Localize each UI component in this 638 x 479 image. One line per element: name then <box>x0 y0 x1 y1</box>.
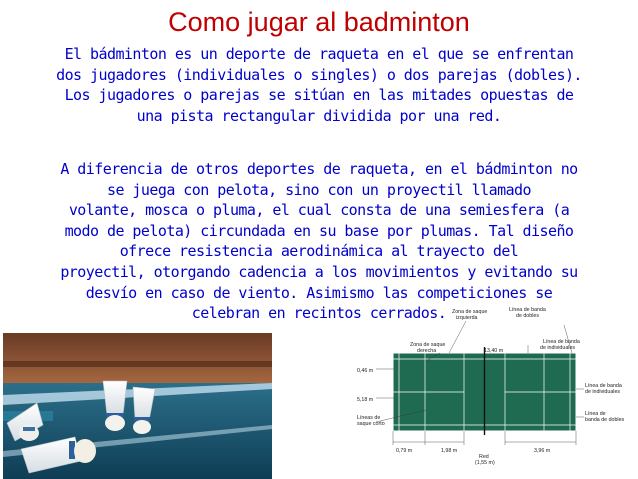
zona-saque-izq-label: Zona de saque izquierda <box>452 309 488 321</box>
shuttlecock-center <box>103 381 127 431</box>
dim-046-label: 0,46 m <box>357 368 374 374</box>
slide-title: Como jugar al badminton <box>168 7 470 37</box>
text-line: dos jugadores (individuales o singles) o dos parejas (dobles). <box>56 65 582 84</box>
text-line: celebran en recintos cerrados. <box>191 304 447 323</box>
linea-banda-indiv-right-label: Línea de banda de individuales <box>585 383 622 395</box>
text-line: una pista rectangular dividida por una red. <box>136 106 502 125</box>
dim-396-label: 3,96 m <box>534 448 551 454</box>
text-line: proyectil, otorgando cadencia a los movimientos y evitando su <box>60 262 578 281</box>
text-line: se juega con pelota, sino con un proyectil llamado <box>106 180 532 199</box>
intro-paragraph <box>6 44 632 126</box>
text-line: El bádminton es un deporte de raqueta en el que se enfrentan <box>64 45 574 63</box>
dim-518-label: 5,18 m <box>357 397 374 403</box>
shuttlecock-paragraph <box>6 159 632 324</box>
length-label: 13,40 m <box>484 348 504 354</box>
dim-198-label: 1,98 m <box>441 448 458 454</box>
linea-banda-dobles-top-label: Línea de banda de dobles <box>509 307 546 319</box>
shuttlecock-photo <box>3 333 272 479</box>
linea-banda-dobles-right-label: Línea de banda de dobles <box>585 411 625 423</box>
text-line: volante, mosca o pluma, el cual consta de una semiesfera (a <box>68 201 570 220</box>
text-line: Los jugadores o parejas se sitúan en las mitades opuestas de <box>64 86 574 105</box>
red-label: Red (1,55 m) <box>475 454 495 466</box>
text-line: desvío en caso de viento. Asimismo las competiciones se <box>85 283 553 302</box>
dim-079-label: 0,79 m <box>396 448 413 454</box>
court-diagram <box>354 305 636 479</box>
text-line: A diferencia de otros deportes de raqueta, en el bádminton no <box>60 160 578 178</box>
text-line: modo de pelota) circundada en su base por plumas. Tal diseño <box>64 221 574 240</box>
text-line: ofrece resistencia aerodinámica al trayecto del <box>119 242 519 261</box>
linea-banda-indiv-top-label: Línea de banda de individuales <box>540 339 580 351</box>
lineas-saque-corto-label: Líneas de saque corto <box>357 415 385 427</box>
zona-saque-der-label: Zona de saque derecha <box>410 342 446 354</box>
